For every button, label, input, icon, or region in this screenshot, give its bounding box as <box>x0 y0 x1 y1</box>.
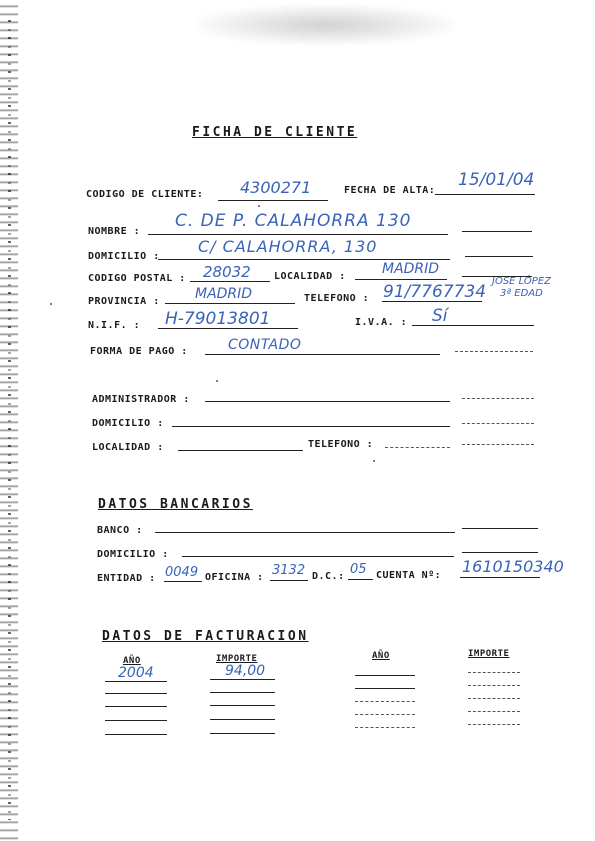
banco-line-2 <box>462 528 538 529</box>
admin-domicilio-label: DOMICILIO : <box>92 418 164 429</box>
importe-value[interactable]: 94,00 <box>225 663 266 679</box>
domicilio-line-2 <box>465 256 533 257</box>
ano-row <box>105 720 167 721</box>
ano-row <box>105 706 167 707</box>
ano-header-2: AÑO <box>372 651 390 661</box>
scan-speck <box>216 380 218 382</box>
telefono-label: TELEFONO : <box>304 293 370 304</box>
iva-value[interactable]: Sí <box>432 306 448 326</box>
domicilio-value[interactable]: C/ CALAHORRA, 130 <box>198 237 378 256</box>
localidad-value[interactable]: MADRID <box>382 261 440 277</box>
admin-localidad-label: LOCALIDAD : <box>92 442 164 453</box>
importe-row <box>468 685 520 686</box>
importe-row <box>210 705 275 706</box>
nif-label: N.I.F. : <box>88 320 141 331</box>
importe-row <box>468 672 520 673</box>
oficina-value[interactable]: 3132 <box>272 563 306 578</box>
scan-punch-marks <box>8 20 11 820</box>
banco-domicilio-line-2 <box>462 552 538 553</box>
entidad-label: ENTIDAD : <box>97 573 156 584</box>
forma-pago-line-2 <box>455 351 533 352</box>
nif-value[interactable]: H-79013801 <box>165 309 271 329</box>
admin-telefono-line <box>385 447 450 448</box>
importe-row <box>210 719 275 720</box>
entidad-value[interactable]: 0049 <box>165 565 199 580</box>
localidad-line <box>355 279 447 280</box>
importe-row <box>468 698 520 699</box>
fecha-alta-value[interactable]: 15/01/04 <box>458 170 535 190</box>
scan-speck <box>50 303 52 305</box>
dc-value[interactable]: 05 <box>350 562 367 577</box>
localidad-label: LOCALIDAD : <box>274 271 346 282</box>
provincia-line <box>165 303 295 304</box>
domicilio-line <box>158 259 450 260</box>
form-title: FICHA DE CLIENTE <box>192 125 358 140</box>
cuenta-line <box>460 577 540 578</box>
codigo-postal-label: CODIGO POSTAL : <box>88 273 186 284</box>
administrador-line-2 <box>462 398 534 399</box>
scan-speck <box>373 460 375 462</box>
oficina-line <box>270 580 308 581</box>
fecha-alta-label: FECHA DE ALTA: <box>344 185 436 196</box>
nombre-line <box>148 234 448 235</box>
ano-row <box>355 727 415 728</box>
ano-row <box>355 688 415 689</box>
cuenta-label: CUENTA Nº: <box>376 570 442 581</box>
ano-row <box>355 714 415 715</box>
importe-row <box>210 733 275 734</box>
importe-row <box>210 679 275 680</box>
dc-label: D.C.: <box>312 571 345 582</box>
admin-domicilio-line <box>172 426 450 427</box>
admin-localidad-line <box>178 450 303 451</box>
administrador-label: ADMINISTRADOR : <box>92 394 190 405</box>
codigo-cliente-line <box>218 200 328 201</box>
fecha-alta-line <box>435 194 535 195</box>
admin-telefono-label: TELEFONO : <box>308 439 374 450</box>
forma-pago-label: FORMA DE PAGO : <box>90 346 188 357</box>
banco-domicilio-line <box>182 556 454 557</box>
ano-row <box>105 693 167 694</box>
ano-value[interactable]: 2004 <box>118 665 154 681</box>
provincia-value[interactable]: MADRID <box>195 286 253 302</box>
codigo-cliente-value[interactable]: 4300271 <box>240 178 312 197</box>
provincia-label: PROVINCIA : <box>88 296 160 307</box>
ano-row <box>105 681 167 682</box>
dc-line <box>348 579 373 580</box>
telefono-value[interactable]: 91/7767734 <box>383 282 487 302</box>
contacto-value-1[interactable]: JOSE LÓPEZ <box>492 276 551 287</box>
ano-row <box>105 734 167 735</box>
domicilio-label: DOMICILIO : <box>88 251 160 262</box>
forma-pago-line <box>205 354 440 355</box>
administrador-line <box>205 401 450 402</box>
admin-telefono-line-2 <box>462 444 534 445</box>
forma-pago-value[interactable]: CONTADO <box>228 337 302 353</box>
ano-header-1: AÑO <box>123 656 141 666</box>
scan-smudge <box>195 5 455 45</box>
importe-row <box>210 692 275 693</box>
importe-header-2: IMPORTE <box>468 649 510 659</box>
ano-row <box>355 675 415 676</box>
cuenta-value[interactable]: 1610150340 <box>462 557 564 576</box>
oficina-label: OFICINA : <box>205 572 264 583</box>
nombre-line-2 <box>462 231 532 232</box>
codigo-cliente-label: CODIGO DE CLIENTE: <box>86 189 204 200</box>
iva-line <box>412 325 534 326</box>
importe-header-1: IMPORTE <box>216 654 258 664</box>
admin-domicilio-line-2 <box>462 423 534 424</box>
ano-row <box>355 701 415 702</box>
banco-label: BANCO : <box>97 525 143 536</box>
facturacion-title: DATOS DE FACTURACION <box>102 629 309 644</box>
banco-domicilio-label: DOMICILIO : <box>97 549 169 560</box>
contacto-value-2[interactable]: 3ª EDAD <box>500 288 543 299</box>
bancarios-title: DATOS BANCARIOS <box>98 497 253 512</box>
entidad-line <box>164 581 202 582</box>
scan-speck <box>258 205 260 207</box>
codigo-postal-line <box>190 281 270 282</box>
iva-label: I.V.A. : <box>355 317 408 328</box>
banco-line <box>155 532 455 533</box>
nombre-label: NOMBRE : <box>88 226 141 237</box>
importe-row <box>468 724 520 725</box>
nombre-value[interactable]: C. DE P. CALAHORRA 130 <box>175 211 412 231</box>
importe-row <box>468 711 520 712</box>
codigo-postal-value[interactable]: 28032 <box>203 263 251 281</box>
